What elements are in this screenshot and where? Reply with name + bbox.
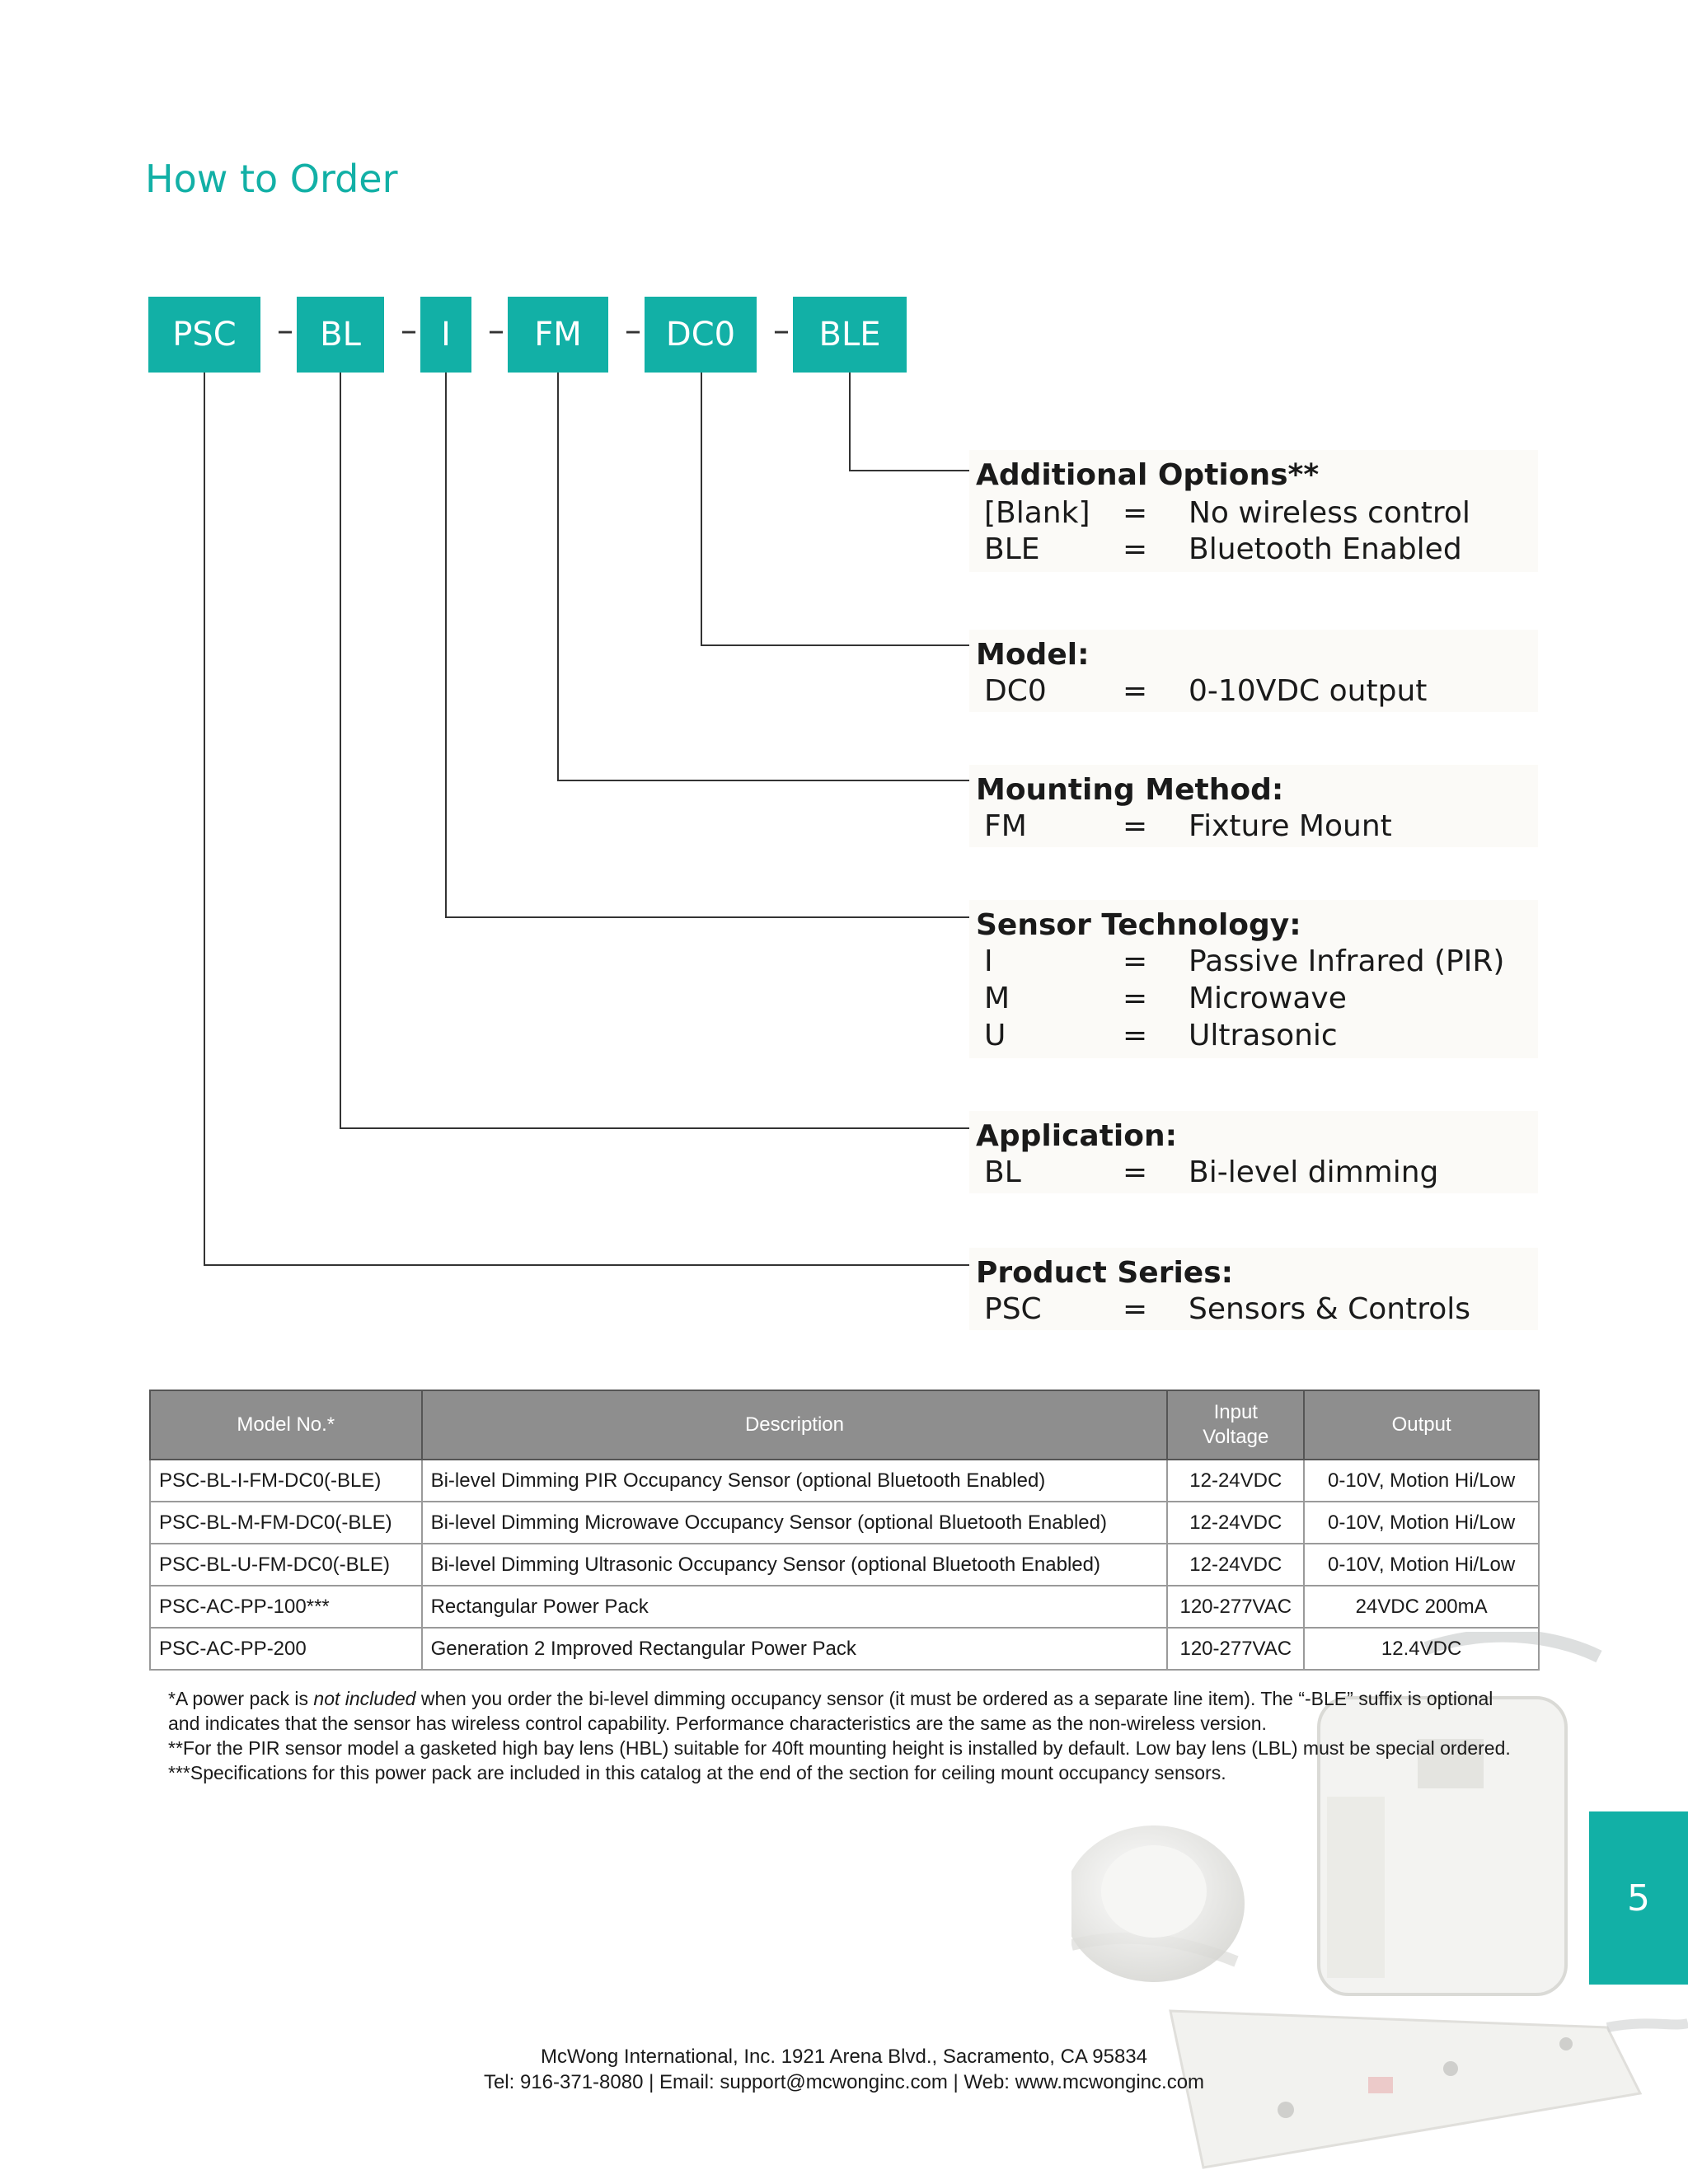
connector-line bbox=[445, 373, 447, 918]
table-header-row bbox=[150, 1390, 1539, 1460]
code-separator: – bbox=[277, 312, 293, 349]
section-title: Mounting Method: bbox=[976, 773, 1284, 807]
option-equals: = bbox=[1123, 496, 1148, 530]
option-code: PSC bbox=[984, 1292, 1042, 1326]
footer-address: McWong International, Inc. 1921 Arena Blvd., Sacramento, CA 95834 bbox=[541, 2046, 1147, 2068]
option-equals: = bbox=[1123, 1019, 1148, 1052]
option-equals: = bbox=[1123, 1155, 1148, 1189]
option-code: BLE bbox=[984, 532, 1040, 566]
cell-input-voltage: 12-24VDC bbox=[1167, 1544, 1304, 1586]
option-code: [Blank] bbox=[984, 496, 1090, 530]
connector-line bbox=[340, 373, 341, 1129]
cell-output: 0-10V, Motion Hi/Low bbox=[1304, 1502, 1539, 1544]
connector-line bbox=[445, 916, 969, 918]
footer-contact: Tel: 916-371-8080 | Email: support@mcwonginc.com | Web: www.mcwonginc.com bbox=[483, 2071, 1205, 2093]
code-segment-series: PSC bbox=[148, 297, 260, 373]
section-additional-options bbox=[969, 450, 1538, 572]
page-number-tab: 5 bbox=[1589, 1811, 1688, 1985]
table-row bbox=[150, 1460, 1539, 1502]
code-segment-model: DC0 bbox=[645, 297, 757, 373]
option-equals: = bbox=[1123, 532, 1148, 566]
column-header-output: Output bbox=[1304, 1390, 1539, 1460]
option-code: U bbox=[984, 1019, 1006, 1052]
option-code: FM bbox=[984, 809, 1027, 843]
cell-description: Bi-level Dimming Ultrasonic Occupancy Sensor (optional Bluetooth Enabled) bbox=[422, 1544, 1168, 1586]
cell-output: 0-10V, Motion Hi/Low bbox=[1304, 1544, 1539, 1586]
connector-line bbox=[849, 470, 969, 471]
page-title: How to Order bbox=[145, 157, 398, 201]
cell-input-voltage: 120-277VAC bbox=[1167, 1586, 1304, 1628]
footnote-text: *A power pack is bbox=[168, 1688, 314, 1709]
connector-line bbox=[701, 644, 969, 646]
connector-line bbox=[701, 373, 702, 646]
section-model bbox=[969, 630, 1538, 712]
option-value: Fixture Mount bbox=[1189, 809, 1392, 843]
cell-model: PSC-BL-M-FM-DC0(-BLE) bbox=[150, 1502, 422, 1544]
option-value: Microwave bbox=[1189, 982, 1347, 1015]
option-value: No wireless control bbox=[1189, 496, 1470, 530]
connector-line bbox=[204, 373, 205, 1266]
option-code: M bbox=[984, 982, 1010, 1015]
option-equals: = bbox=[1123, 944, 1148, 978]
footnote-power-pack-specs: ***Specifications for this power pack are included in this catalog at the end of the section for ceiling mount occupancy sensors. bbox=[168, 1762, 1226, 1783]
spec-table bbox=[149, 1390, 1540, 1671]
option-value: Ultrasonic bbox=[1189, 1019, 1338, 1052]
footnote-lens: **For the PIR sensor model a gasketed high bay lens (HBL) suitable for 40ft mounting height is installed by default. Low bay lens (LBL) must be special ordered. bbox=[168, 1737, 1511, 1759]
code-separator: – bbox=[488, 312, 504, 349]
section-application bbox=[969, 1111, 1538, 1193]
cell-description: Rectangular Power Pack bbox=[422, 1586, 1168, 1628]
section-product-series bbox=[969, 1248, 1538, 1330]
option-value: Bi-level dimming bbox=[1189, 1155, 1439, 1189]
cell-input-voltage: 12-24VDC bbox=[1167, 1460, 1304, 1502]
connector-line bbox=[557, 373, 559, 781]
connector-line bbox=[340, 1127, 969, 1129]
column-header-description: Description bbox=[422, 1390, 1168, 1460]
option-value: 0-10VDC output bbox=[1189, 674, 1428, 708]
footnotes bbox=[168, 1686, 1528, 1785]
table-row bbox=[150, 1544, 1539, 1586]
option-code: I bbox=[984, 944, 993, 978]
table-row bbox=[150, 1628, 1539, 1670]
section-title: Additional Options** bbox=[976, 458, 1320, 492]
footer bbox=[346, 2044, 1342, 2095]
code-segment-mounting: FM bbox=[508, 297, 608, 373]
option-equals: = bbox=[1123, 809, 1148, 843]
cell-description: Generation 2 Improved Rectangular Power Pack bbox=[422, 1628, 1168, 1670]
section-title: Sensor Technology: bbox=[976, 908, 1301, 942]
code-segment-technology: I bbox=[420, 297, 471, 373]
cell-output: 12.4VDC bbox=[1304, 1628, 1539, 1670]
section-title: Product Series: bbox=[976, 1256, 1234, 1290]
option-value: Passive Infrared (PIR) bbox=[1189, 944, 1505, 978]
code-separator: – bbox=[625, 312, 641, 349]
section-sensor-technology bbox=[969, 900, 1538, 1058]
connector-line bbox=[204, 1264, 969, 1266]
connector-line bbox=[557, 780, 969, 781]
option-value: Bluetooth Enabled bbox=[1189, 532, 1462, 566]
column-header-input-voltage: Input Voltage bbox=[1167, 1390, 1304, 1460]
footnote-text: when you order the bi-level dimming occupancy sensor (it must be ordered as a separate line item). The “-BLE” suffix is optional and indicates that the sensor has wireless control capability. Performance characteristics are the same as the non-wireless version. bbox=[168, 1688, 1493, 1734]
cell-description: Bi-level Dimming Microwave Occupancy Sensor (optional Bluetooth Enabled) bbox=[422, 1502, 1168, 1544]
footnote-emphasis: not included bbox=[313, 1688, 416, 1709]
option-code: DC0 bbox=[984, 674, 1047, 708]
cell-model: PSC-BL-I-FM-DC0(-BLE) bbox=[150, 1460, 422, 1502]
cell-output: 0-10V, Motion Hi/Low bbox=[1304, 1460, 1539, 1502]
section-mounting-method bbox=[969, 765, 1538, 847]
cell-model: PSC-BL-U-FM-DC0(-BLE) bbox=[150, 1544, 422, 1586]
cell-model: PSC-AC-PP-200 bbox=[150, 1628, 422, 1670]
section-title: Model: bbox=[976, 638, 1090, 672]
column-header-model: Model No.* bbox=[150, 1390, 422, 1460]
code-separator: – bbox=[401, 312, 417, 349]
section-title: Application: bbox=[976, 1119, 1178, 1153]
option-code: BL bbox=[984, 1155, 1021, 1189]
code-segment-application: BL bbox=[297, 297, 384, 373]
cell-model: PSC-AC-PP-100*** bbox=[150, 1586, 422, 1628]
cell-input-voltage: 120-277VAC bbox=[1167, 1628, 1304, 1670]
cell-output: 24VDC 200mA bbox=[1304, 1586, 1539, 1628]
option-equals: = bbox=[1123, 982, 1148, 1015]
option-equals: = bbox=[1123, 674, 1148, 708]
option-value: Sensors & Controls bbox=[1189, 1292, 1470, 1326]
table-row bbox=[150, 1586, 1539, 1628]
table-row bbox=[150, 1502, 1539, 1544]
connector-line bbox=[849, 373, 851, 471]
cell-input-voltage: 12-24VDC bbox=[1167, 1502, 1304, 1544]
code-segment-options: BLE bbox=[793, 297, 907, 373]
option-equals: = bbox=[1123, 1292, 1148, 1326]
footnote-power-pack bbox=[168, 1686, 1528, 1736]
cell-description: Bi-level Dimming PIR Occupancy Sensor (optional Bluetooth Enabled) bbox=[422, 1460, 1168, 1502]
code-separator: – bbox=[773, 312, 790, 349]
